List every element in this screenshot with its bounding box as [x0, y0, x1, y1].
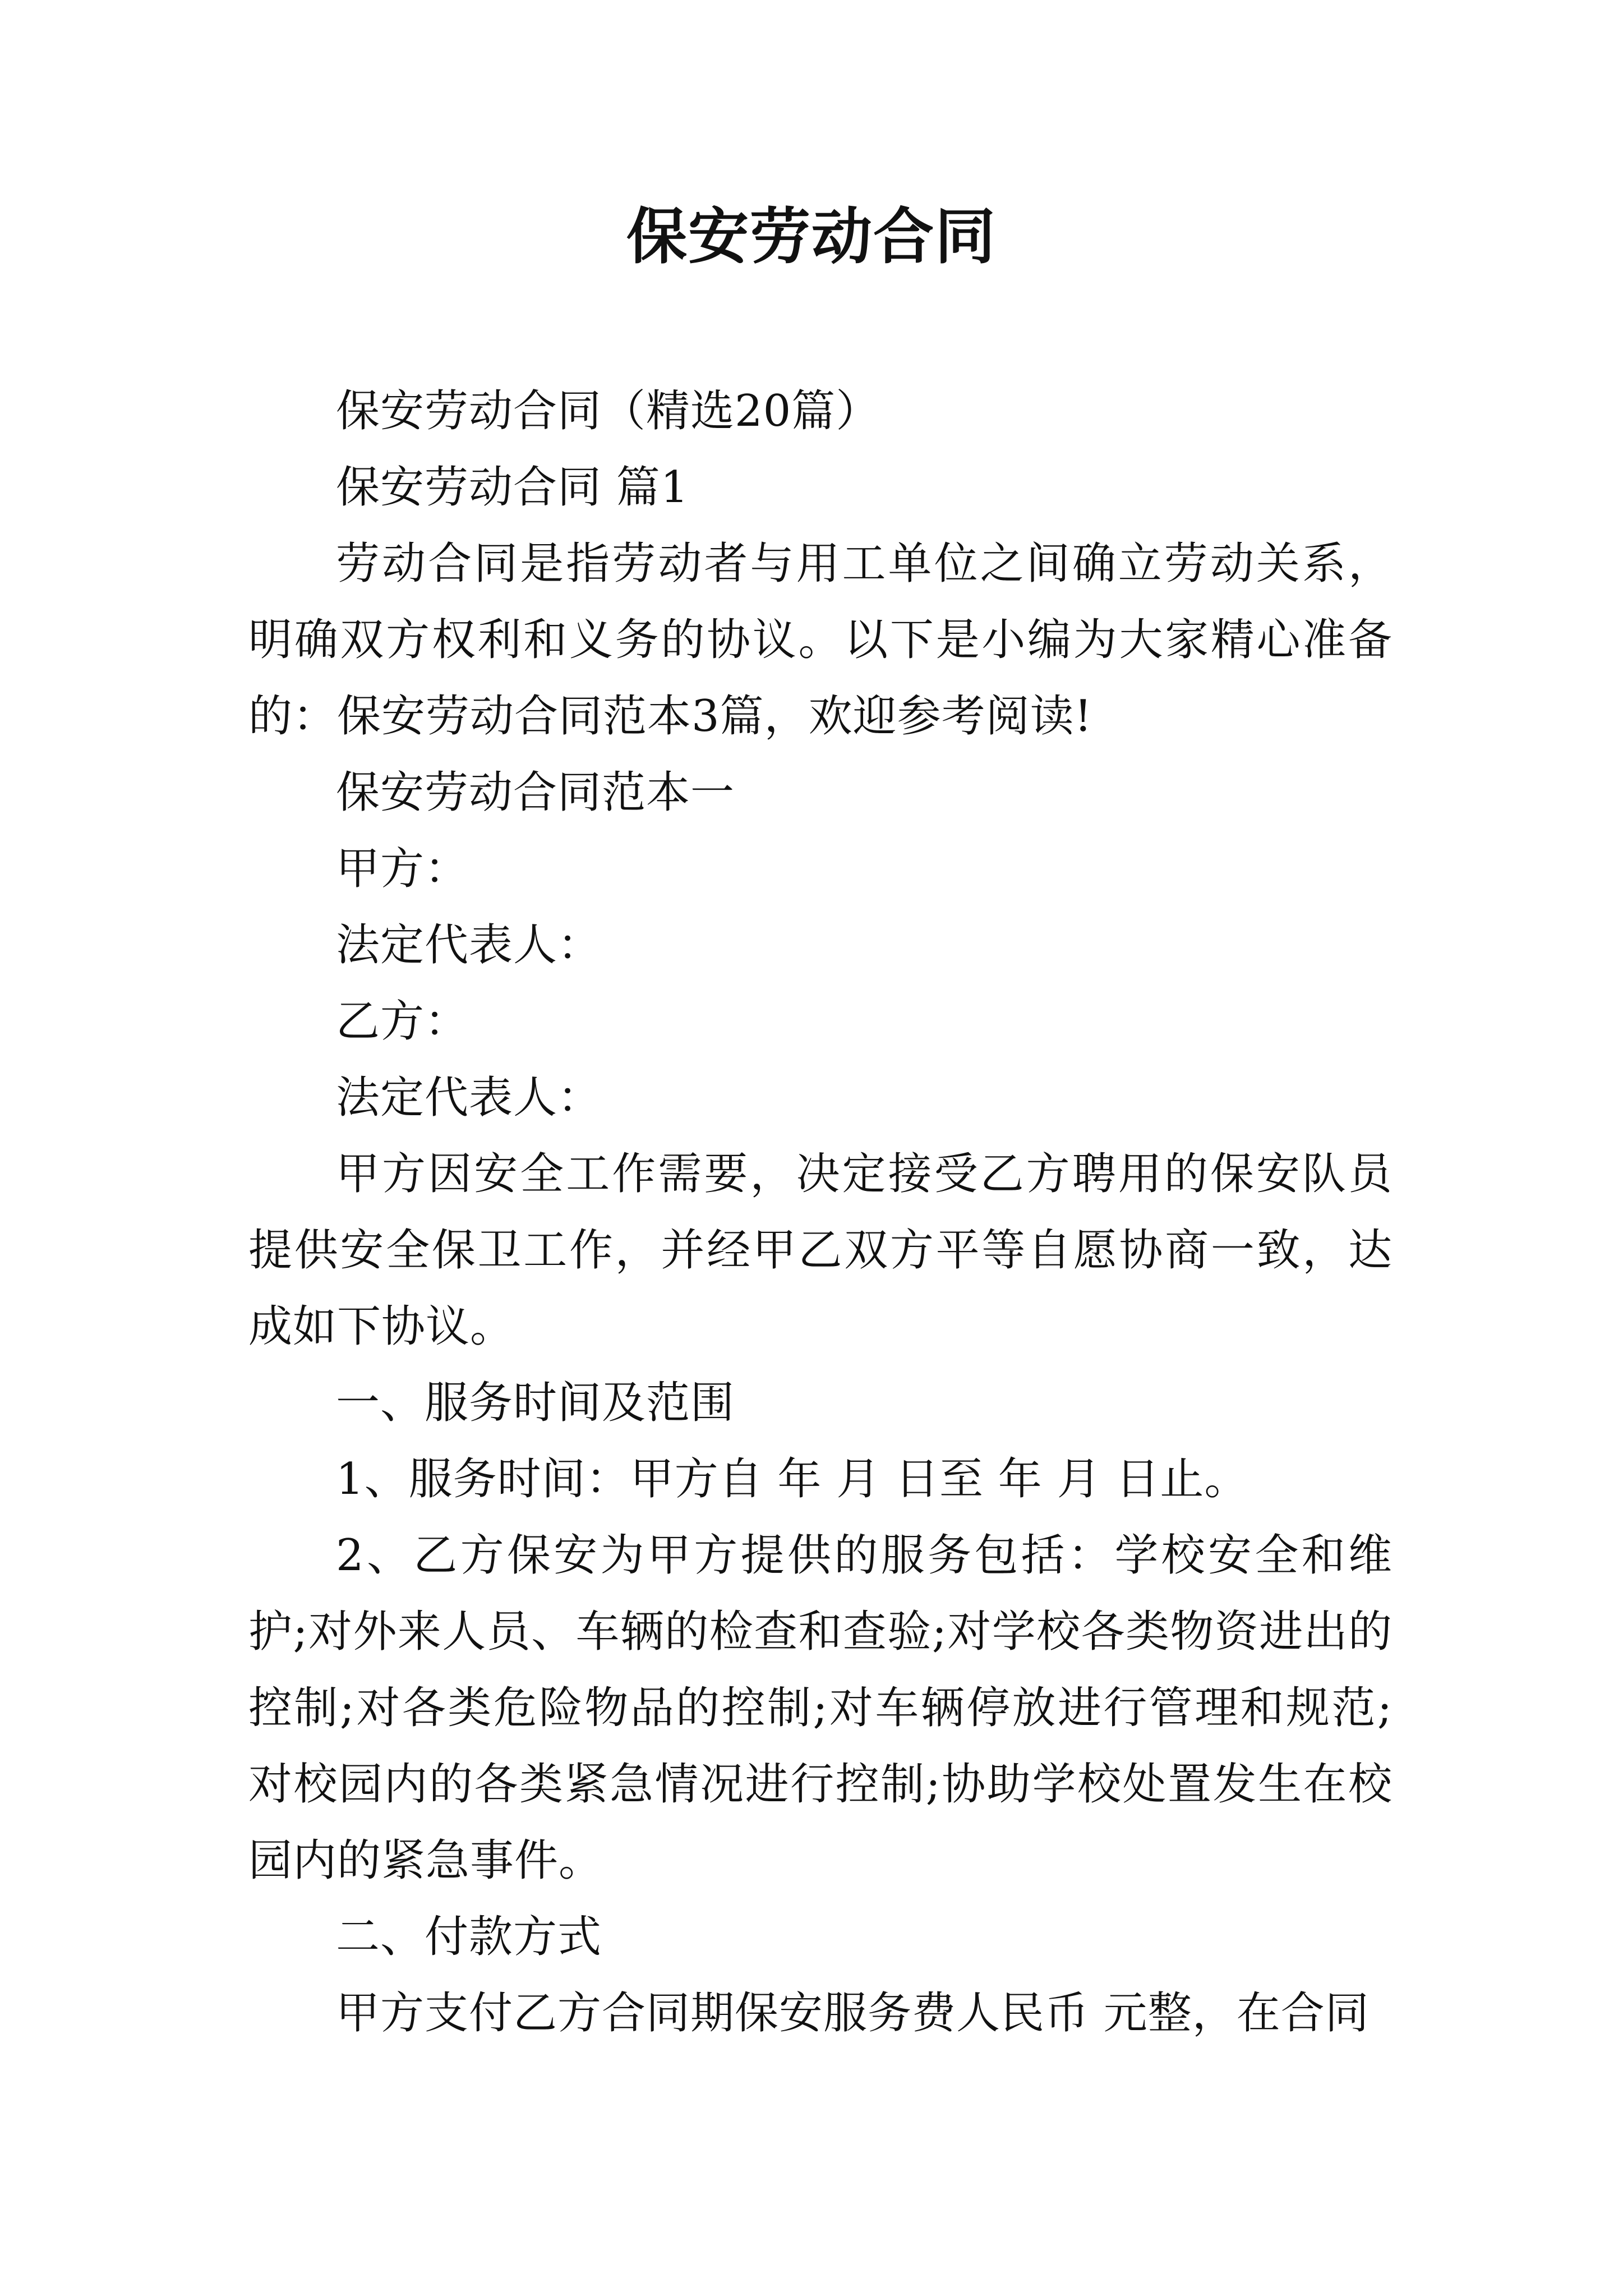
paragraph-intro: 劳动合同是指劳动者与用工单位之间确立劳动关系，明确双方权利和义务的协议。以下是小编为大家精心准备的：保安劳动合同范本3篇，欢迎参考阅读! [248, 539, 1393, 742]
paragraph-service-time: 1、服务时间：甲方自 年 月 日至 年 月 日止。 [336, 1454, 1249, 1504]
paragraph-clause-heading-2: 二、付款方式 [336, 1912, 602, 1962]
paragraph-party-b: 乙方： [336, 996, 469, 1047]
document-body [248, 373, 1393, 2051]
paragraph-section-heading: 保安劳动合同 篇1 [336, 462, 689, 513]
paragraph-party-a: 甲方： [336, 844, 469, 894]
document-title: 保安劳动合同 [626, 201, 997, 272]
paragraph-service-scope: 2、乙方保安为甲方提供的服务包括：学校安全和维护;对外来人员、车辆的检查和查验;对学校各类物资进出的控制;对各类危险物品的控制;对车辆停放进行管理和规范;对校园内的各类紧急情况进行控制;协助学校处置发生在校园内的紧急事件。 [248, 1530, 1393, 1886]
paragraph-clause-heading-1: 一、服务时间及范围 [336, 1378, 735, 1428]
paragraph-agreement-preamble: 甲方因安全工作需要，决定接受乙方聘用的保安队员提供安全保卫工作，并经甲乙双方平等自愿协商一致，达成如下协议。 [248, 1149, 1393, 1352]
paragraph-template-heading: 保安劳动合同范本一 [336, 767, 735, 818]
paragraph-legal-rep-b: 法定代表人： [336, 1073, 602, 1123]
paragraph-legal-rep-a: 法定代表人： [336, 920, 602, 970]
paragraph-subtitle: 保安劳动合同（精选20篇） [336, 386, 880, 436]
paragraph-payment: 甲方支付乙方合同期保安服务费人民币 元整，在合同 [336, 1988, 1370, 2039]
